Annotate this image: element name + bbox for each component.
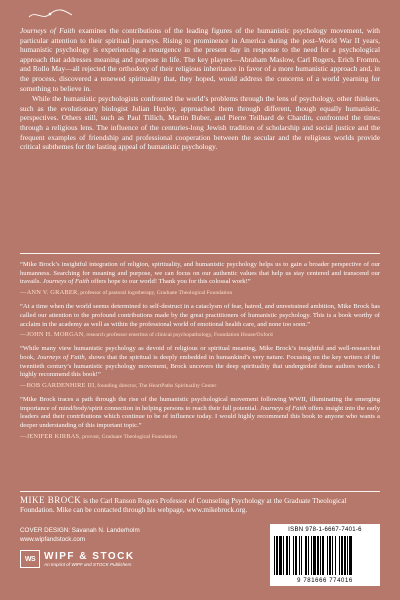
publisher-block [20,550,220,568]
endorsement-attribution: —ANN V. GRABER, professor of pastoral logotherapy, Graduate Theological Foundation [20,289,233,297]
isbn-number: ISBN 978-1-6667-7401-6 [288,527,362,533]
description-paragraph-1: Journeys of Faith examines the contributions of the leading figures of the humanistic psychology movement, with particular attention to their spiritual journeys. Rising to prominence in America during the post–World War II years, humanistic psychology is experiencing a resurgence in the present day in response to the need for a psychological approach that addresses meaning and purpose in life. The key players—Abraham Maslow, Carl Rogers, Erich Fromm, and Rollo May—all rejected the orthodoxy of their religious inheritance in favor of a more humanistic approach and, in the process, discovered a renewed spirituality that, they hoped, would address the concerns of a world yearning for something to believe in. [20,26,380,93]
description-paragraph-2: While the humanistic psychologists confronted the world’s problems through the lens of psychology, other thinkers, such as the evolutionary biologist Julian Huxley, approached them through different, though equally humanistic, perspectives. Others still, such as Paul Tillich, Martin Buber, and Pierre Teilhard de Chardin, confronted the times through a religious lens. The influence of the centuries-long Jewish tradition of scholarship and social justice and the frequent examples of friendship and professional cooperation between the secular and the religious worlds provide critical subthemes for the lasting appeal of humanistic psychology. [20,94,380,152]
divider-bottom [20,491,380,492]
publisher-logo-icon: WS [20,550,40,568]
barcode-bars-icon [274,536,376,575]
publisher-website: www.wipfandstock.com [20,536,86,543]
endorsement-1 [20,261,380,297]
endorsement-text: “Mike Brock’s insightful integration of religion, spirituality, and humanistic psychology helps us to gain a broader perspective of our humanness. Searching for meaning and purpose, we can focus on our authentic values that help us stay centered and transcend our travails. Journeys of Faith offers hope to our world! Thank you for this colossal work!” [20,261,380,286]
endorsement-text: “Mike Brock traces a path through the rise of the humanistic psychological movement following WWII, illuminating the emerging importance of mind/body/spirit connection in helping persons to reach their full potential. Journeys of Faith offers insight into the early leaders and their contributions which continue to be of influence today. I would highly recommend this book to anyone who wants a deeper understanding of this important topic.” [20,396,380,430]
publisher-footer [20,527,220,568]
author-bio-text: is the Carl Ranson Rogers Professor of Counseling Psychology at the Graduate Theological Foundation. Mike can be contacted through his webpage, www.mikebrock.org. [20,497,347,515]
barcode [270,524,380,586]
endorsement-text: “While many view humanistic psychology as devoid of religious or spiritual meaning, Mike Brock’s insightful and well-researched book, Journeys of Faith, shows that the spiritual is deeply embedded in humankind’s very nature. Focusing on the key writers of the twentieth century’s humanistic psychology movement, Brock uncovers the deep spirituality that undergirded these authors works. I highly recommend this book!” [20,345,380,379]
book-description [20,26,380,152]
endorsement-attribution: —JENIFER KIRBAS, provost, Graduate Theological Foundation [20,432,178,440]
author-bio [20,496,380,516]
divider-top [20,253,380,254]
endorsement-attribution: —JOHN H. MORGAN, research professor emeritus of clinical psychopathology, Foundation House/Oxford [20,331,273,339]
book-title: Journeys of Faith [20,26,76,35]
cover-design-credit: COVER DESIGN: Savanah N. Landerholm [20,527,140,534]
flourish-ornament-icon [28,8,73,21]
endorsement-4 [20,396,380,441]
publisher-imprint: An Imprint of WIPF and STOCK Publishers [44,561,132,567]
barcode-digits: 9 781666 774016 [297,578,353,584]
endorsement-3 [20,345,380,390]
author-name: MIKE BROCK [20,495,82,505]
endorsement-attribution: —BOB GARDENHIRE III, founding director, The HeartPaths Spirituality Center [20,382,217,390]
endorsements [20,261,380,447]
publisher-name: WIPF & STOCK [44,550,135,562]
endorsement-2 [20,303,380,339]
endorsement-text: “At a time when the world seems determined to self-destruct in a cataclysm of fear, hatred, and unrestrained ambition, Mike Brock has called our attention to the profound contributions made by the great practitioners of humanistic psychology. This is a book worthy of acclaim in the academy as well as within the professional world of emotional health care, and none too soon.” [20,303,380,328]
